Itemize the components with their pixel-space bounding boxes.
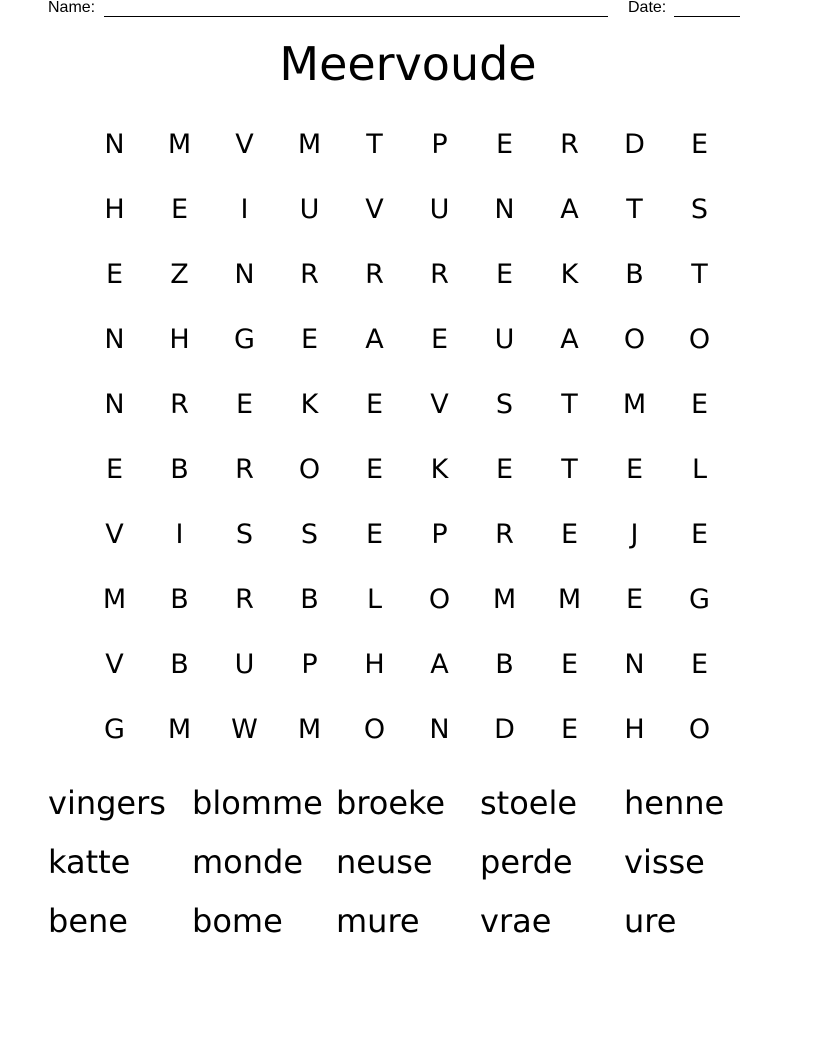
grid-letter: A bbox=[365, 324, 384, 355]
grid-letter: I bbox=[240, 194, 249, 225]
grid-letter: T bbox=[366, 129, 383, 160]
grid-letter: U bbox=[494, 324, 515, 355]
grid-letter: E bbox=[300, 324, 319, 355]
grid-letter: E bbox=[235, 389, 254, 420]
word-list-item: katte bbox=[48, 843, 131, 881]
grid-letter: E bbox=[625, 454, 644, 485]
grid-letter: U bbox=[299, 194, 320, 225]
word-list bbox=[48, 774, 768, 951]
grid-letter: L bbox=[366, 584, 383, 615]
date-label: Date: bbox=[628, 0, 667, 16]
grid-letter: M bbox=[167, 714, 192, 745]
grid-letter: B bbox=[300, 584, 319, 615]
grid-letter: O bbox=[428, 584, 451, 615]
grid-letter: R bbox=[300, 259, 319, 290]
word-list-item: vrae bbox=[480, 902, 552, 940]
grid-letter: E bbox=[365, 454, 384, 485]
word-list-item: stoele bbox=[480, 784, 578, 822]
grid-letter: U bbox=[234, 649, 255, 680]
grid-letter: E bbox=[495, 259, 514, 290]
word-list-item: perde bbox=[480, 843, 573, 881]
grid-letter: S bbox=[690, 194, 709, 225]
grid-letter: E bbox=[365, 519, 384, 550]
grid-letter: T bbox=[561, 389, 578, 420]
grid-letter: R bbox=[430, 259, 449, 290]
grid-letter: H bbox=[169, 324, 190, 355]
grid-letter: N bbox=[104, 129, 125, 160]
grid-letter: W bbox=[231, 714, 258, 745]
grid-letter: V bbox=[365, 194, 384, 225]
grid-letter: N bbox=[234, 259, 255, 290]
grid-letter: T bbox=[626, 194, 643, 225]
grid-letter: A bbox=[430, 649, 449, 680]
letter-grid bbox=[82, 112, 732, 762]
grid-letter: E bbox=[625, 584, 644, 615]
grid-letter: E bbox=[690, 129, 709, 160]
grid-letter: V bbox=[235, 129, 254, 160]
grid-letter: Z bbox=[170, 259, 189, 290]
grid-letter: J bbox=[630, 519, 639, 550]
word-list-item: mure bbox=[336, 902, 420, 940]
grid-letter: E bbox=[430, 324, 449, 355]
grid-letter: E bbox=[495, 129, 514, 160]
word-list-item: neuse bbox=[336, 843, 433, 881]
grid-letter: G bbox=[234, 324, 255, 355]
grid-letter: B bbox=[495, 649, 514, 680]
grid-letter: O bbox=[298, 454, 321, 485]
grid-letter: B bbox=[625, 259, 644, 290]
grid-letter: S bbox=[235, 519, 254, 550]
grid-letter: D bbox=[624, 129, 645, 160]
word-list-item: blomme bbox=[192, 784, 323, 822]
grid-letter: A bbox=[560, 324, 579, 355]
grid-letter: N bbox=[429, 714, 450, 745]
grid-letter: E bbox=[105, 454, 124, 485]
word-list-item: visse bbox=[624, 843, 705, 881]
grid-letter: N bbox=[624, 649, 645, 680]
grid-letter: M bbox=[102, 584, 127, 615]
grid-letter: D bbox=[494, 714, 515, 745]
grid-letter: E bbox=[560, 649, 579, 680]
word-list-item: bene bbox=[48, 902, 128, 940]
word-list-item: henne bbox=[624, 784, 725, 822]
grid-letter: E bbox=[105, 259, 124, 290]
grid-letter: N bbox=[494, 194, 515, 225]
page-title: Meervoude bbox=[279, 37, 537, 91]
grid-letter: R bbox=[495, 519, 514, 550]
grid-letter: G bbox=[104, 714, 125, 745]
grid-letter: L bbox=[691, 454, 708, 485]
grid-letter: M bbox=[297, 129, 322, 160]
grid-letter: R bbox=[235, 584, 254, 615]
grid-letter: O bbox=[363, 714, 386, 745]
grid-letter: E bbox=[365, 389, 384, 420]
word-list-item: ure bbox=[624, 902, 677, 940]
grid-letter: E bbox=[690, 649, 709, 680]
grid-letter: H bbox=[364, 649, 385, 680]
grid-letter: T bbox=[561, 454, 578, 485]
grid-letter: N bbox=[104, 324, 125, 355]
grid-letter: E bbox=[690, 519, 709, 550]
grid-letter: O bbox=[688, 714, 711, 745]
grid-letter: S bbox=[495, 389, 514, 420]
grid-letter: M bbox=[167, 129, 192, 160]
grid-letter: B bbox=[170, 454, 189, 485]
grid-letter: T bbox=[691, 259, 708, 290]
grid-letter: R bbox=[560, 129, 579, 160]
grid-letter: V bbox=[430, 389, 449, 420]
grid-letter: O bbox=[688, 324, 711, 355]
grid-letter: M bbox=[492, 584, 517, 615]
grid-letter: M bbox=[557, 584, 582, 615]
grid-letter: N bbox=[104, 389, 125, 420]
grid-letter: M bbox=[297, 714, 322, 745]
grid-letter: R bbox=[365, 259, 384, 290]
grid-letter: O bbox=[623, 324, 646, 355]
grid-letter: R bbox=[170, 389, 189, 420]
grid-letter: P bbox=[431, 129, 448, 160]
grid-letter: U bbox=[429, 194, 450, 225]
grid-letter: I bbox=[175, 519, 184, 550]
word-list-item: bome bbox=[192, 902, 283, 940]
grid-letter: K bbox=[430, 454, 449, 485]
grid-letter: K bbox=[560, 259, 579, 290]
grid-letter: E bbox=[170, 194, 189, 225]
name-blank-line bbox=[104, 16, 608, 17]
grid-letter: R bbox=[235, 454, 254, 485]
grid-letter: B bbox=[170, 584, 189, 615]
word-list-item: vingers bbox=[48, 784, 166, 822]
grid-letter: H bbox=[624, 714, 645, 745]
grid-letter: E bbox=[560, 519, 579, 550]
grid-letter: K bbox=[300, 389, 319, 420]
name-label: Name: bbox=[48, 0, 96, 16]
grid-letter: B bbox=[170, 649, 189, 680]
date-blank-line bbox=[674, 16, 740, 17]
grid-letter: E bbox=[495, 454, 514, 485]
word-list-item: monde bbox=[192, 843, 304, 881]
grid-letter: E bbox=[560, 714, 579, 745]
grid-letter: H bbox=[104, 194, 125, 225]
worksheet-header bbox=[0, 0, 816, 19]
word-list-item: broeke bbox=[336, 784, 446, 822]
grid-letter: A bbox=[560, 194, 579, 225]
grid-letter: V bbox=[105, 649, 124, 680]
grid-letter: P bbox=[301, 649, 318, 680]
grid-letter: G bbox=[689, 584, 710, 615]
grid-letter: E bbox=[690, 389, 709, 420]
grid-letter: M bbox=[622, 389, 647, 420]
grid-letter: P bbox=[431, 519, 448, 550]
grid-letter: S bbox=[300, 519, 319, 550]
grid-letter: V bbox=[105, 519, 124, 550]
